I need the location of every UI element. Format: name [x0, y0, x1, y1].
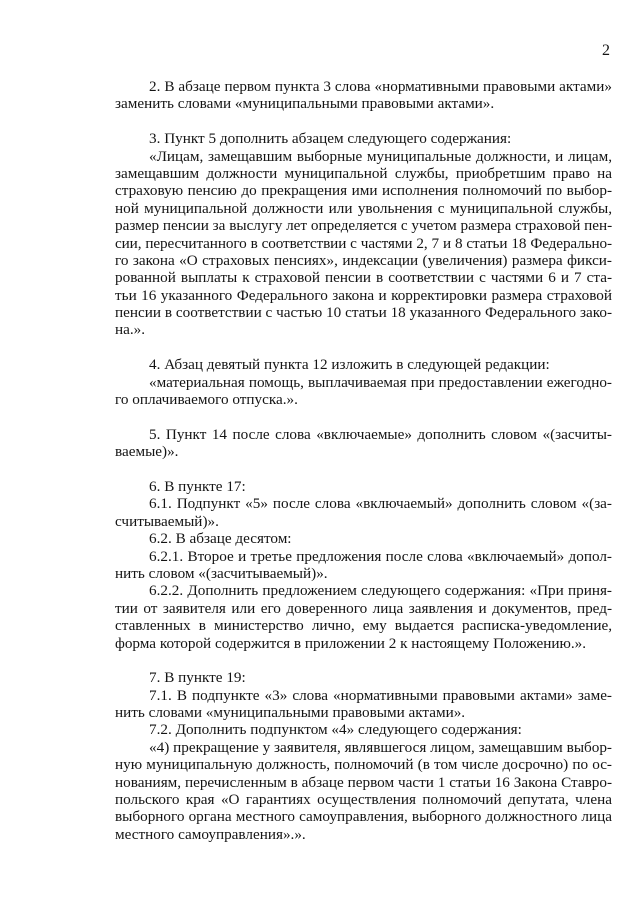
text-line: размер пенсии за выслугу лет определяется с учетом размера страховой пен- — [115, 217, 613, 235]
text-line: считываемый)». — [115, 512, 219, 530]
text-line: страховую пенсию до прекращения ими исполнения полномочий по выбор- — [115, 182, 612, 200]
text-line: нить словами «муниципальными правовыми актами». — [115, 704, 466, 722]
amendment-section — [115, 426, 612, 461]
text-line: «материальная помощь, выплачиваемая при предоставлении ежегодно- — [149, 373, 612, 391]
text-line: 6.2. В абзаце десятом: — [149, 530, 292, 548]
text-line: ставленных в министерство лично, ему выдается расписка-уведомление, — [115, 617, 612, 635]
text-line: польского края «О гарантиях осуществления полномочий депутата, члена — [115, 791, 612, 809]
text-line: го закона «О страховых пенсиях», индексации (увеличения) размера фикси- — [115, 251, 612, 269]
text-line: заменить словами «муниципальными правовыми актами». — [115, 95, 495, 113]
text-line: ваемые)». — [115, 443, 179, 461]
paragraph-gap — [115, 113, 612, 130]
text-line: 3. Пункт 5 дополнить абзацем следующего содержания: — [149, 130, 512, 148]
amendment-section — [115, 478, 612, 652]
document-body — [115, 78, 612, 843]
text-line: 4. Абзац девятый пункта 12 изложить в следующей редакции: — [149, 356, 550, 374]
text-line: выборного органа местного самоуправления, выборного должностного лица — [115, 808, 612, 826]
text-line: 6.1. Подпункт «5» после слова «включаемый» дополнить словом «(за- — [149, 495, 612, 513]
text-line: замещавшим должности муниципальной службы, приобретшим право на — [115, 164, 612, 182]
amendment-section — [115, 669, 612, 843]
text-line: 6.2.2. Дополнить предложением следующего содержания: «При приня- — [149, 582, 612, 600]
paragraph-gap — [115, 652, 612, 669]
text-line: рованной выплаты к страховой пенсии в соответствии с частями 6 и 7 ста- — [115, 269, 612, 287]
text-line: 7.1. В подпункте «3» слова «нормативными правовыми актами» заме- — [149, 686, 612, 704]
amendment-section — [115, 130, 612, 339]
text-line: местного самоуправления».». — [115, 825, 306, 843]
text-line: 5. Пункт 14 после слова «включаемые» дополнить словом «(засчиты- — [149, 425, 612, 443]
text-line: сии, пересчитанного в соответствии с частями 2, 7 и 8 статьи 18 Федерально- — [115, 234, 612, 252]
text-line: 7.2. Дополнить подпунктом «4» следующего содержания: — [149, 721, 522, 739]
text-line: «4) прекращение у заявителя, являвшегося лицом, замещавшим выбор- — [149, 738, 612, 756]
page-number: 2 — [602, 42, 610, 59]
text-line: ную муниципальную должность, полномочий (в том числе досрочно) по ос- — [115, 756, 612, 774]
text-line: го оплачиваемого отпуска.». — [115, 391, 298, 409]
amendment-section — [115, 356, 612, 408]
text-line: форма которой содержится в приложении 2 к настоящему Положению.». — [115, 634, 587, 652]
text-line: 6. В пункте 17: — [149, 477, 246, 495]
text-line: ной муниципальной должности или увольнения с муниципальной службы, — [115, 199, 612, 217]
paragraph-gap — [115, 461, 612, 478]
text-line: 7. В пункте 19: — [149, 669, 246, 687]
paragraph-gap — [115, 408, 612, 425]
text-line: «Лицам, замещавшим выборные муниципальные должности, и лицам, — [149, 147, 612, 165]
text-line: тии от заявителя или его доверенного лица заявления и документов, пред- — [115, 599, 612, 617]
text-line: 6.2.1. Второе и третье предложения после слова «включаемый» допол- — [149, 547, 612, 565]
text-line: нить словом «(засчитываемый)». — [115, 564, 328, 582]
text-line: тьи 16 указанного Федерального закона и корректировки размера страховой — [115, 286, 612, 304]
paragraph-gap — [115, 339, 612, 356]
amendment-section — [115, 78, 612, 113]
text-line: пенсии в соответствии с частью 10 статьи 18 указанного Федерального зако- — [115, 304, 612, 322]
text-line: на.». — [115, 321, 146, 339]
text-line: нованиям, перечисленным в абзаце первом части 1 статьи 16 Закона Ставро- — [115, 773, 612, 791]
text-line: 2. В абзаце первом пункта 3 слова «нормативными правовыми актами» — [149, 78, 612, 95]
